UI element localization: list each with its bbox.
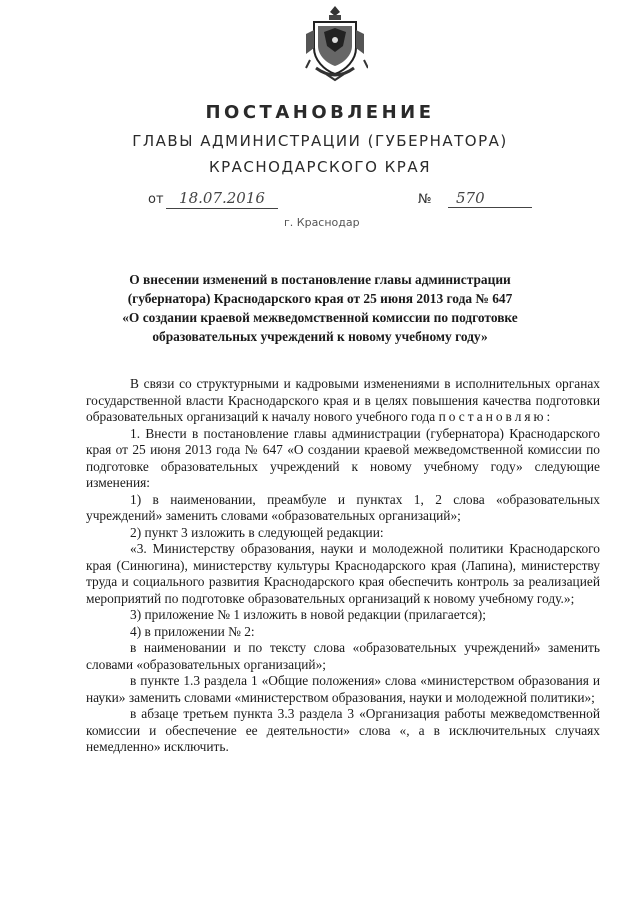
intro-text: В связи со структурными и кадровыми изменениями в исполнительных органах государственной власти Краснодарского края и в целях повышения качества подготовки образовательных организаций к началу нового учебного года — [86, 376, 600, 424]
coat-of-arms-emblem — [302, 4, 368, 84]
city-name: г. Краснодар — [284, 216, 360, 229]
document-meta-row — [0, 188, 640, 212]
document-title — [110, 270, 530, 346]
body-paragraph: 3) приложение № 1 изложить в новой редакции (прилагается); — [130, 607, 486, 622]
date-label: от — [148, 192, 164, 207]
body-paragraph: 1. Внести в постановление главы администрации (губернатора) Краснодарского края от 25 июня 2013 года № 647 «О создании краевой межведомственной комиссии по подготовке образовательных учреждений к новому учебному году» следующие изменения: — [86, 425, 600, 490]
region-heading: КРАСНОДАРСКОГО КРАЯ — [208, 158, 432, 176]
body-paragraph: «3. Министерству образования, науки и молодежной политики Краснодарского края (Синюгина), министерству культуры Краснодарского края (Лапина), министерству труда и социального развития Краснодарского края обеспечить контроль за реализацией мероприятий по подготовке образовательных организаций к новому учебному году.»; — [86, 541, 600, 606]
number-label: № — [418, 192, 432, 207]
title-line: образовательных учреждений к новому учебному году» — [152, 329, 488, 344]
body-paragraph: в наименовании и по тексту слова «образовательных учреждений» заменить словами «образовательных организаций»; — [86, 640, 600, 672]
body-paragraph: в пункте 1.3 раздела 1 «Общие положения» слова «министерством образования и науки» заменить словами «министерством образования, науки и молодежной политики»; — [86, 673, 600, 705]
body-paragraph: в абзаце третьем пункта 3.3 раздела 3 «Организация работы межведомственной комиссии и обеспечение ее деятельности» слова «, а в исключительных случаях немедленно» исключить. — [86, 706, 600, 754]
body-paragraph: 4) в приложении № 2: — [130, 623, 255, 639]
issuer-heading: ГЛАВЫ АДМИНИСТРАЦИИ (ГУБЕРНАТОРА) — [132, 132, 508, 150]
title-line: О внесении изменений в постановление главы администрации — [129, 272, 511, 287]
title-line: «О создании краевой межведомственной комиссии по подготовке — [122, 310, 518, 325]
document-body — [86, 376, 600, 756]
body-paragraph: 2) пункт 3 изложить в следующей редакции: — [130, 524, 384, 540]
body-paragraph: 1) в наименовании, преамбуле и пунктах 1, 2 слова «образовательных учреждений» заменить словами «образовательных организаций»; — [86, 491, 600, 523]
document-date: 18.07.2016 — [166, 188, 278, 209]
title-line: (губернатора) Краснодарского края от 25 июня 2013 года № 647 — [127, 291, 513, 306]
resolution-keyword: постановляю: — [438, 409, 554, 424]
document-number: 570 — [448, 188, 532, 208]
intro-paragraph — [86, 376, 600, 426]
document-type-heading: ПОСТАНОВЛЕНИЕ — [205, 102, 435, 123]
